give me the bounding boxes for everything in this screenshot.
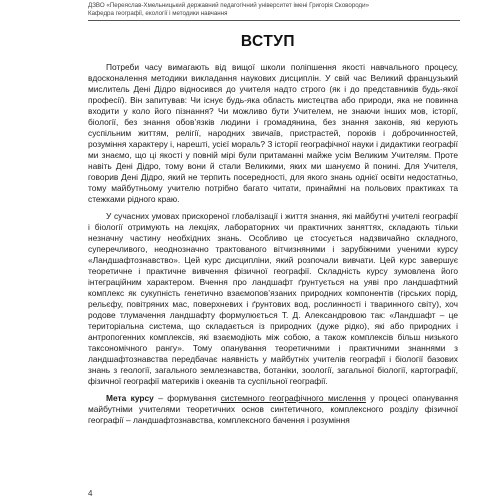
paragraph-2: У сучасних умовах прискореної глобалізації і життя знання, які майбутні учителі географії і біології отримують на лекціях, лабораторних чи практичних заняттях, складають тільки незначну частину необхідних знань. Особливо це стосується надзвичайно складного, суперечливого, неоднозначно трактованого вітчизняними і зарубіжними ученими курсу «Ландшафтознавство». Цей курс дисципліни, який розпочали вивчати. Цей курс завершує теоретичне і практичне вивчення фізичної географії. Складність курсу зумовлена його інтеграційним характером. Вчення про ландшафт ґрунтується на уяві про ландшафтний комплекс як сукупність генетично взаємопов’язаних природних компонентів (гірських порід, рельєфу, повітряних мас, поверхневих і ґрунтових вод, рослинності і тваринного світу), хоч родове тлумачення ландшафту формулюється Т. Д. Александровою так: «Ландшафт – це територіальна система, що складається із природних (дуже рідко), які або природних і антропогенних комплексів, які взаємодіють між собою, а також комплексів більш низького таксономічного рангу». Тому опанування теоретичними і практичними знаннями з ландшафтознавства передбачає наявність у майбутніх учителів географії і біології базових знань з геології, загального землезнавства, ботаніки, зоології, загальної біології, картографії, фізичної географії материків і океанів та суспільної географії.	[88, 211, 458, 386]
page-number: 4	[88, 489, 93, 498]
header-institution: ДЗВО «Переяслав-Хмельницький державний педагогічний університет імені Григорія Сковороди»	[88, 2, 370, 9]
course-goal-label: Мета курсу	[106, 393, 154, 403]
header-department: Кафедра географії, екології і методики навчання	[88, 10, 228, 17]
underlined-phrase: системного географічного мислення	[220, 393, 366, 403]
goal-text: у процесі опанування майбутніми учителями теоретичних основ синтетичного, комплексного розділу фізичної географії – ландшафтознавства, комплексного бачення і розуміння	[88, 393, 458, 425]
paragraph-3	[88, 393, 458, 426]
goal-dash: – формування	[153, 393, 221, 403]
paragraph-1: Потреби часу вимагають від вищої школи поліпшення якості навчального процесу, вдосконалення методики викладання наукових дисциплін. У свій час Великий французький мислитель Дені Дідро відносився до учителя надто строго (як і до представників будь-якої професії). Він запитував: Чи існує будь-яка область мистецтва або природи, яка не повинна входити у коло його пізнання? Чи можливо бути Учителем, не знаючи інших мов, історії, біології, без знання обов’язків людини і громадянина, без знання законів, які керують суспільним життям, релігії, народних звичаїв, пристрастей, пороків і доброчинностей, розуміння характеру і, нарешті, усієї мораль? З історії географічної науки і дидактики географії ми знаємо, що ці якості у повній мірі були притаманні майже усім Великим Учителям. Проте навіть Дені Дідро, тому вони й стали Великими, яких ми шануємо й понині. Для Учителя, говорив Дені Дідро, який не терпить посередності, для якого знань однієї освіти недостатньо, тому майбутньому учителю потрібно багато читати, принаймні на польових практиках та стежками рідного краю.	[88, 62, 458, 204]
body-text	[88, 62, 458, 429]
running-header	[88, 2, 460, 21]
page-title: ВСТУП	[240, 33, 296, 50]
